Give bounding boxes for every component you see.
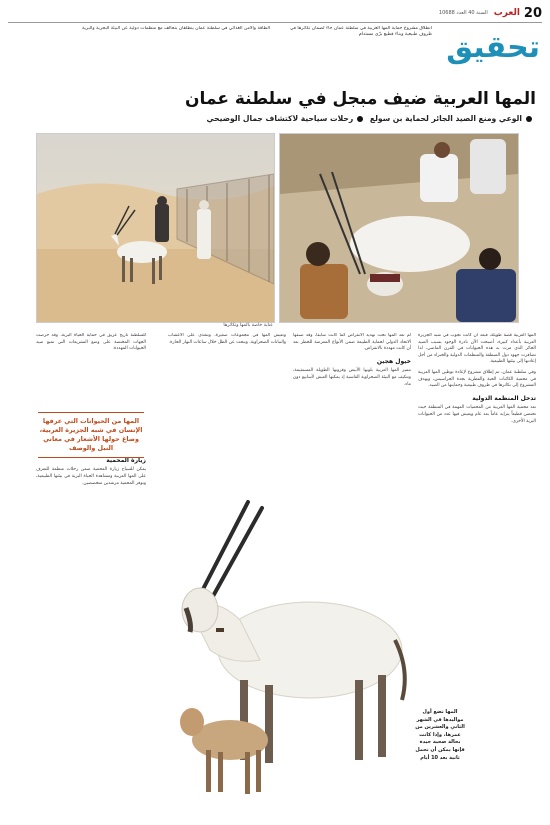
oryx-illustration bbox=[120, 500, 410, 800]
article-column-3 bbox=[168, 333, 286, 493]
subheading: زيارة المحمية bbox=[106, 456, 146, 464]
subheadline-1: الوعي ومنع الصيد الجائر لحماية بن سولع bbox=[369, 114, 522, 123]
photo-oryx-care bbox=[279, 133, 519, 323]
issue-info: السنة 40 العدد 10688 bbox=[438, 10, 488, 16]
brand-logo-text: العرب bbox=[493, 8, 520, 18]
teaser-left: الطاقة والأمن الغذائي في سلطنة عمان ينطلقان بتحالف مع منظمات دولية عن البيئة البحرية والبرية bbox=[82, 26, 270, 31]
header-rule bbox=[8, 22, 542, 23]
paragraph: وتعيش المها في مجموعات صغيرة، وتتغذى على الأعشاب والنباتات الصحراوية، وتبحث عن الظل خلال ساعات النهار الحارة. bbox=[168, 333, 286, 345]
masthead-strip bbox=[8, 6, 542, 20]
paragraph: وفي سلطنة عمان، تم إطلاق مشروع لإعادة توطين المها العربية في محمية الكائنات الحية والفطرية بجدة الحراسيس، ويهدف المشروع إلى تكاثرها في ظروف طبيعية وحمايتها من الصيد. bbox=[418, 369, 536, 389]
subheading: تدخل المنظمة الدولية bbox=[472, 394, 536, 402]
paragraph: تعد محمية المها العربية من المحميات المهمة في المنطقة حيث تحتضن قطيعاً يتزايد عاماً بعد عام ويعيش فيها عدد من الحيوانات البرية الأخرى. bbox=[418, 405, 536, 424]
photo-caption: عناية خاصة بالمها وتكاثرها bbox=[223, 323, 273, 328]
section-title: تحقيق bbox=[446, 30, 540, 65]
paragraph: يمكن للسياح زيارة المحمية ضمن رحلات منظمة للتعرف على المها العربية ومشاهدة الحياة البرية في بيئتها الطبيعية، وتوفر المحمية مرشدين متخصصين. bbox=[36, 467, 146, 486]
paragraph: تتميز المها العربية بلونها الأبيض وقرونها الطويلة المستقيمة، وتتكيف مع البيئة الصحراوية القاسية إذ يمكنها العيش لأسابيع دون ماء. bbox=[293, 368, 411, 387]
pull-quote: المها من الحيوانات التي عرفها الإنسان في شبه الجزيرة العربية، وصاغ حولها الأشعار في معاني النبل والوصف bbox=[38, 412, 144, 458]
article-subheadlines bbox=[16, 114, 536, 123]
paragraph: للسلطنة تاريخ عريق في حماية الحياة البرية، وقد حرصت الجهات المختصة على وضع التشريعات التي تمنع صيد الحيوانات المهددة. bbox=[36, 333, 146, 352]
bullet-icon bbox=[357, 116, 363, 122]
article-headline: المها العربية ضيف مبجل في سلطنة عمان bbox=[185, 89, 536, 109]
fact-callout: المها تضع أول مواليدها في الشهر الثاني والعشرين من عمرها، وإذا كانت بحالة صحية جيدة فإنها يمكن أن تحمل ثانية بعد 10 أيام bbox=[410, 705, 470, 791]
paragraph: المها العربية قصة طويلة، فبعد أن كانت تجوب في شبه الجزيرة العربية بأعداد كبيرة، أصبحت الآن نادرة الوجود بسبب الصيد الجائر الذي مرت به هذه الحيوانات في القرن الماضي، لذا تضافرت جهود دول المنطقة والمنظمات الدولية والخبراء من أجل إعادتها إلى بيئتها الطبيعية. bbox=[418, 333, 536, 365]
photo-desert-oryx bbox=[36, 133, 275, 323]
subheadline-2: رحلات سياحية لاكتشاف جمال الوضيحي bbox=[206, 114, 354, 123]
bullet-icon bbox=[526, 116, 532, 122]
teaser-right: انطلاق مشروع حماية المها العربية في سلطنة عمان جاء لضمان تكاثرها في ظروف طبيعية وبناء قطيع برّي مستدام bbox=[289, 26, 432, 37]
page-number: 20 bbox=[523, 5, 542, 21]
paragraph: لم تعد المها تحت تهديد الانقراض كما كانت سابقاً، وقد صنفها الاتحاد الدولي لحماية الطبيعة ضمن الأنواع المعرضة للخطر بعد أن كانت مهددة بالانقراض. bbox=[293, 333, 411, 352]
subheading: خيول هجين bbox=[376, 357, 411, 365]
